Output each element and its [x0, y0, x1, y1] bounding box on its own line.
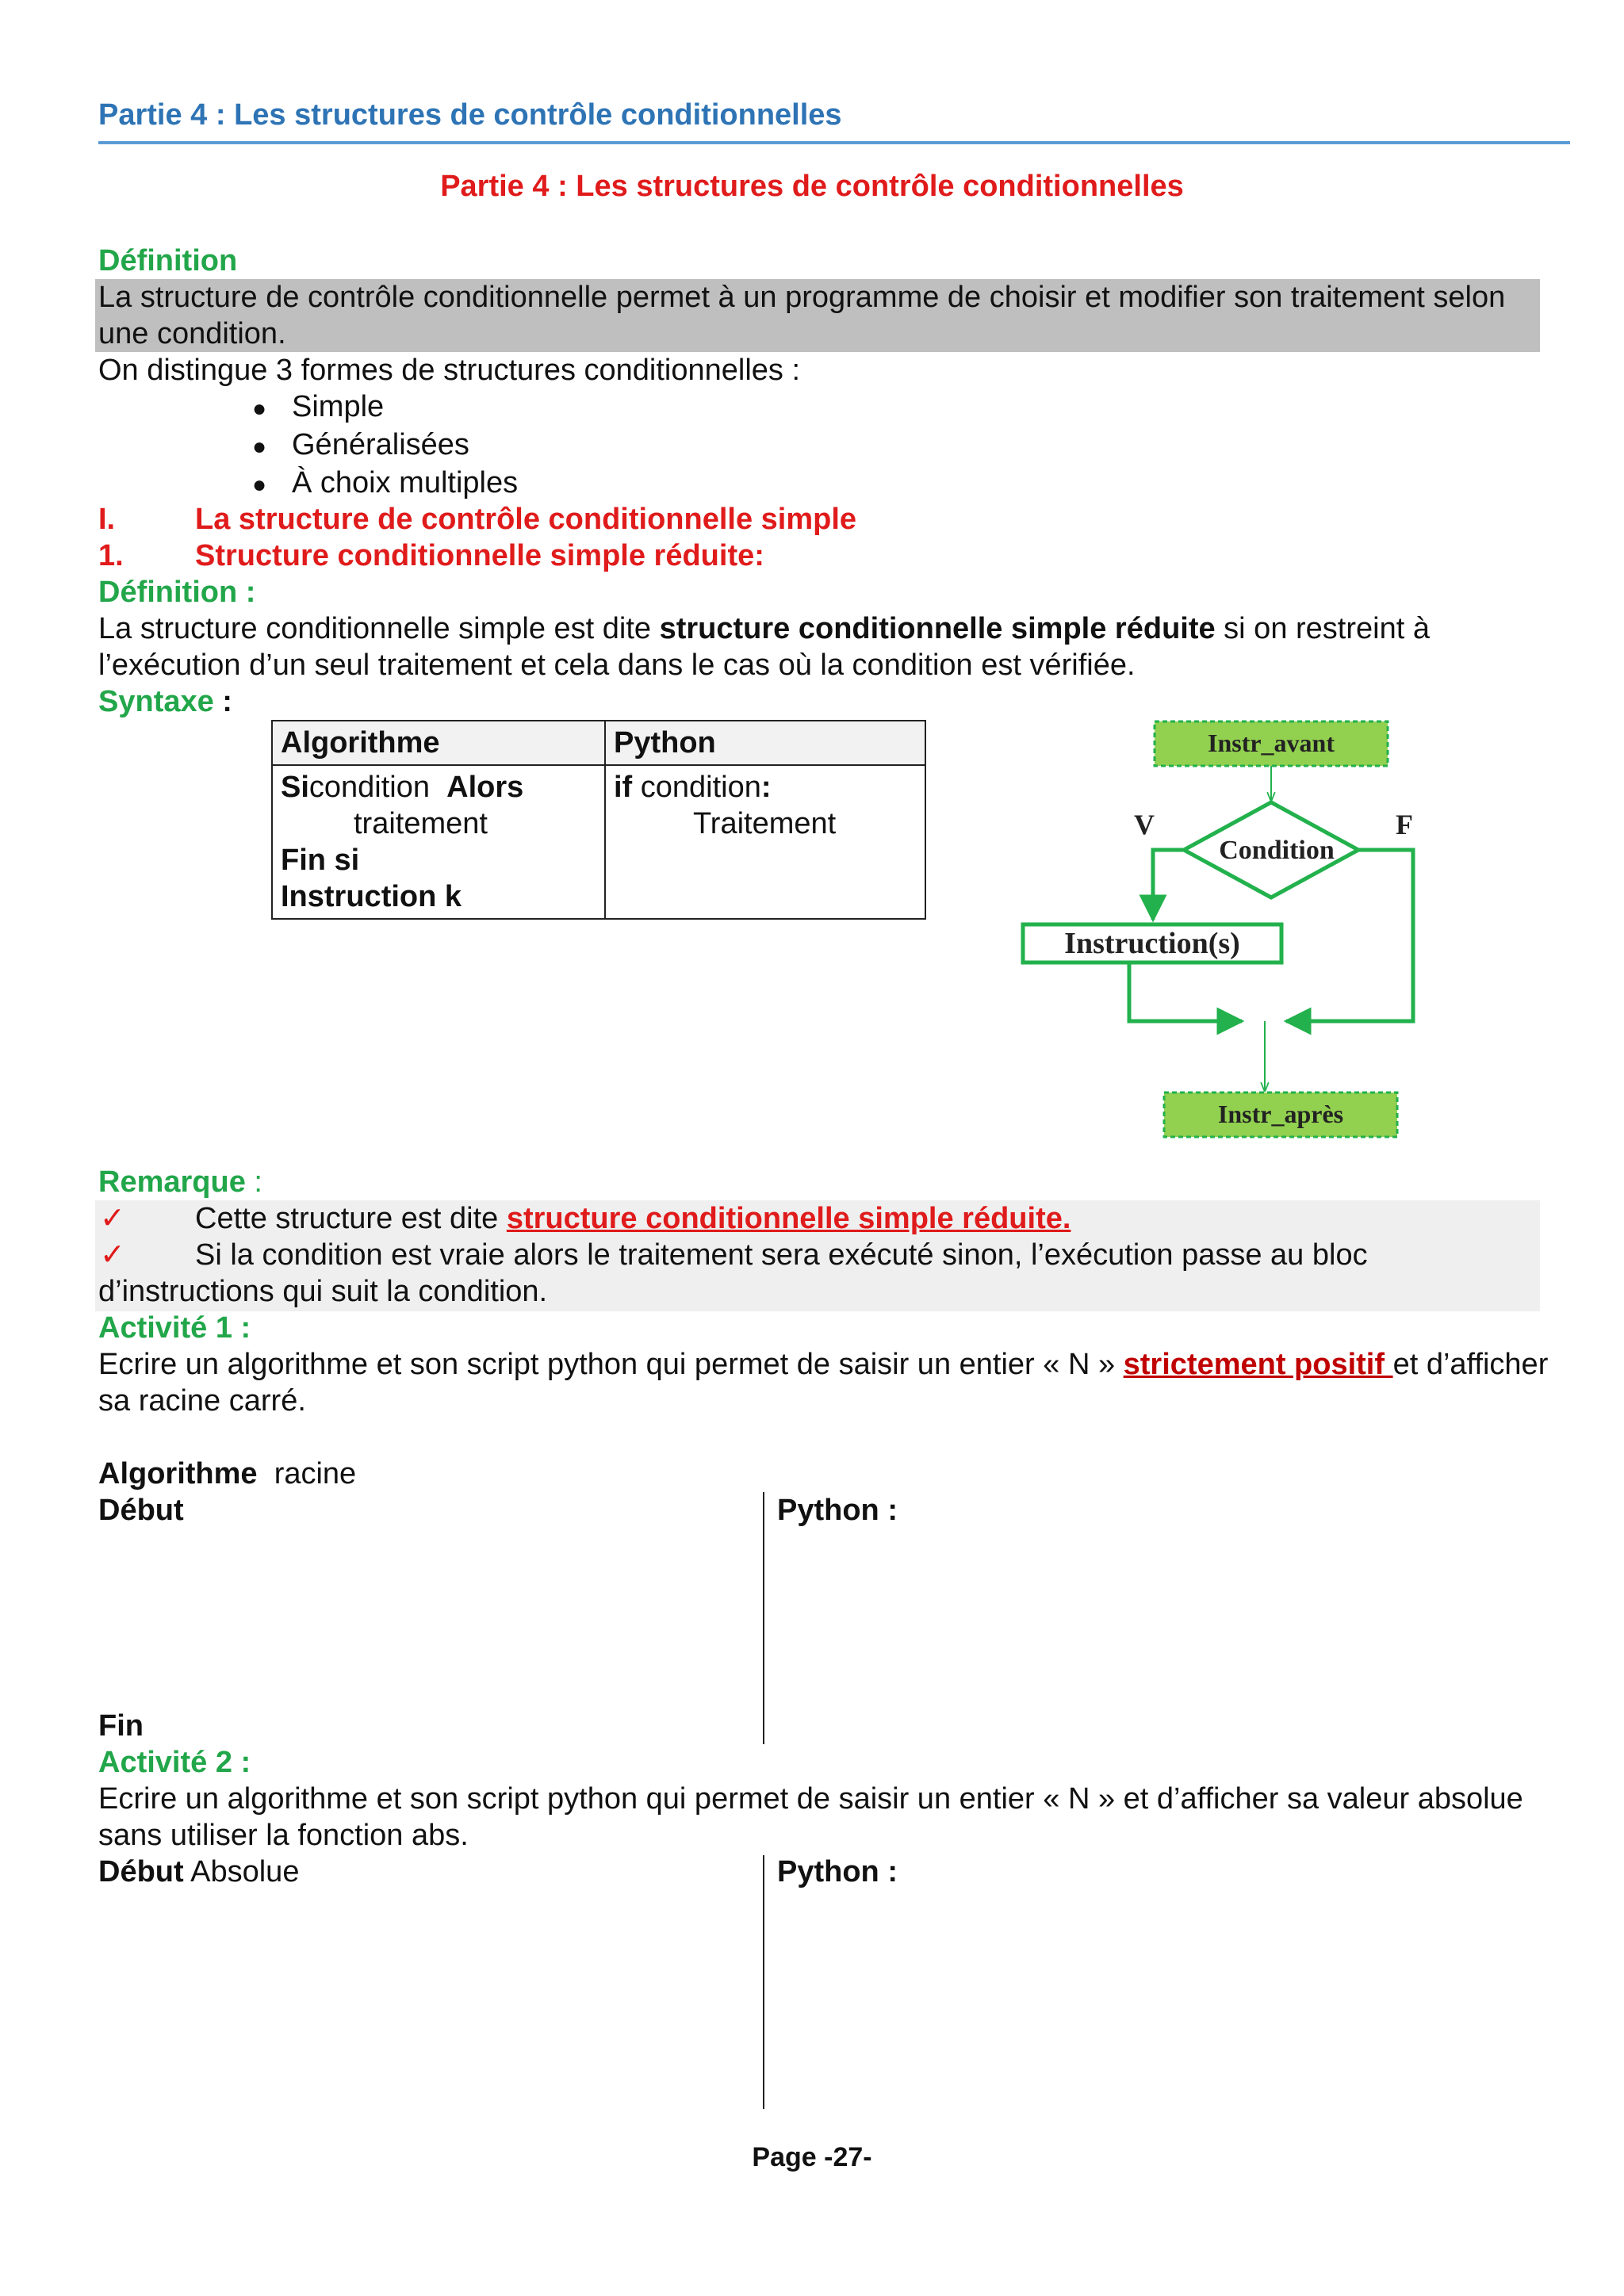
table-header-row: [272, 721, 925, 765]
list-item-label: À choix multiples: [292, 466, 519, 499]
list-item: [252, 388, 266, 427]
page-title: Partie 4 : Les structures de contrôle conditionnelles: [440, 170, 1184, 203]
keyword: Début: [98, 1855, 184, 1888]
syntax-heading: [98, 683, 232, 720]
algo-line-si: [281, 769, 596, 806]
keyword: if: [614, 771, 633, 804]
algo-line-instruction: Instruction k: [281, 880, 462, 913]
flow-label-true: V: [1134, 809, 1155, 840]
remark-item-2-line-2: d’instructions qui suit la condition.: [98, 1275, 548, 1308]
subsection-number: 1.: [98, 539, 124, 572]
bullet-icon: ●: [252, 472, 267, 498]
section-title: La structure de contrôle conditionnelle simple: [195, 503, 857, 536]
text-run: Ecrire un algorithme et son script python qui permet de saisir un entier « N »: [98, 1348, 1124, 1381]
remark-colon: :: [245, 1165, 262, 1199]
flow-label-instructions: Instruction(s): [1064, 927, 1240, 960]
flow-branch-true: [1153, 850, 1184, 920]
flow-label-false: F: [1396, 809, 1413, 840]
forms-intro: On distingue 3 formes de structures conditionnelles :: [98, 354, 801, 387]
answer-divider: [763, 1855, 764, 2109]
page-number: Page -27-: [752, 2142, 872, 2172]
algorithm-name: racine: [274, 1457, 357, 1490]
table-row: [272, 765, 925, 919]
activity-1-line-2: sa racine carré.: [98, 1384, 306, 1418]
text-run: et d’afficher: [1392, 1348, 1549, 1381]
text-run: condition: [632, 771, 761, 804]
keyword: Alors: [446, 771, 524, 804]
emphasis-text: structure conditionnelle simple réduite: [659, 612, 1216, 645]
activity-1-line-1: [98, 1346, 1548, 1383]
keyword: Algorithme: [98, 1457, 258, 1490]
python-line-if: [614, 769, 917, 806]
keyword: :: [760, 771, 772, 804]
bullet-icon: ●: [252, 396, 267, 422]
algorithm-name: Absolue: [190, 1855, 300, 1888]
checkmark-icon: ✓: [100, 1238, 125, 1272]
text-run: La structure conditionnelle simple est dite: [98, 612, 660, 645]
python-answer-label: Python :: [777, 1494, 898, 1527]
remark-item-2-line-1: Si la condition est vraie alors le traitement sera exécuté sinon, l’exécution passe au bloc: [195, 1238, 1368, 1272]
keyword: Si: [281, 771, 309, 804]
table-header-python: Python: [605, 721, 925, 765]
flow-label-condition: Condition: [1219, 836, 1335, 865]
algorithm-end: Fin: [98, 1709, 144, 1743]
activity-2-line-1: Ecrire un algorithme et son script python qui permet de saisir un entier « N » et d’afficher sa valeur absolue: [98, 1782, 1523, 1816]
activity-1-heading: Activité 1 :: [98, 1311, 251, 1345]
definition-text-line-1: [98, 610, 1430, 647]
flow-label-after: Instr_après: [1217, 1100, 1344, 1128]
text-run: si on restreint à: [1215, 612, 1430, 645]
flow-merge-left: [1129, 962, 1242, 1021]
checkmark-icon: ✓: [100, 1202, 125, 1235]
algorithm-begin: Début: [98, 1494, 184, 1527]
text-run: condition: [308, 771, 431, 804]
activity-2-line-2: sans utiliser la fonction abs.: [98, 1819, 469, 1852]
emphasis-text: structure conditionnelle simple réduite.: [506, 1202, 1071, 1235]
list-item-label: Généralisées: [292, 428, 469, 461]
remark-heading: [98, 1164, 262, 1200]
algorithm-cell: [272, 765, 605, 919]
syntax-table: [271, 720, 926, 920]
definition-text-line-2: l’exécution d’un seul traitement et cela dans le cas où la condition est vérifiée.: [98, 649, 1136, 682]
algorithm-title: [98, 1456, 356, 1492]
python-line-traitement: Traitement: [693, 807, 837, 840]
emphasis-text: strictement positif: [1123, 1348, 1393, 1381]
syntax-label: Syntaxe: [98, 685, 214, 718]
table-header-algorithme: Algorithme: [272, 721, 605, 765]
remark-item-1: [195, 1200, 1071, 1237]
header-rule: [98, 141, 1570, 144]
flowchart: [1007, 707, 1427, 1151]
answer-divider: [763, 1492, 764, 1744]
activity-2-heading: Activité 2 :: [98, 1746, 251, 1779]
section-number: I.: [98, 503, 116, 536]
flow-label-before: Instr_avant: [1207, 729, 1335, 757]
python-cell: [605, 765, 925, 919]
syntax-colon: :: [213, 685, 232, 718]
running-header: Partie 4 : Les structures de contrôle conditionnelles: [98, 98, 842, 132]
subsection-title: Structure conditionnelle simple réduite:: [195, 539, 764, 572]
definition-heading: Définition: [98, 244, 238, 277]
algorithm-begin: [98, 1854, 299, 1890]
list-item: [252, 465, 266, 503]
definition-heading: Définition :: [98, 576, 256, 609]
python-answer-label: Python :: [777, 1855, 898, 1888]
algo-line-traitement: traitement: [354, 807, 488, 840]
algo-line-finsi: Fin si: [281, 844, 360, 877]
text-run: Cette structure est dite: [195, 1202, 507, 1235]
list-item-label: Simple: [292, 390, 385, 423]
definition-line-1: La structure de contrôle conditionnelle permet à un programme de choisir et modifier son traitement selon: [98, 281, 1506, 314]
list-item: [252, 427, 266, 465]
remark-label: Remarque: [98, 1165, 246, 1199]
definition-line-2: une condition.: [98, 317, 286, 350]
bullet-icon: ●: [252, 434, 267, 460]
